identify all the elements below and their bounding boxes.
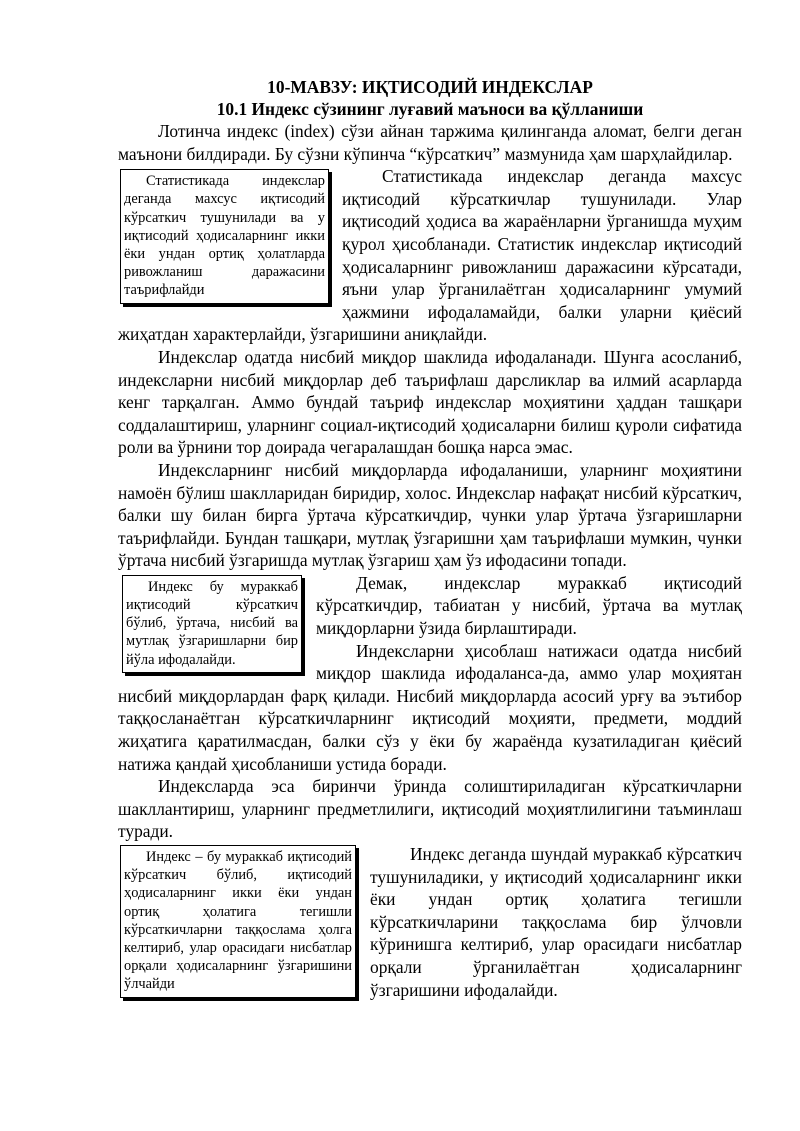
sidebar-definition-box-2	[122, 575, 302, 673]
paragraph-6: Индексларни ҳисоблаш натижаси одатда нисбий миқдор шаклида ифодаланса-да, аммо улар моҳиятан нисбий миқдорлардан фарқ қилади. Нисбий миқдорларда асосий урғу ва эътибор таққосланаётган кўрсаткичларнинг иқтисодий моҳияти, предмети, моддий жиҳатига қаратилмасдан, балки сўз у ёки бу жараёнда кузатиладиган қиёсий натижа қандай ҳисобланиши устида боради.	[118, 640, 742, 774]
paragraph-5: Демак, индекслар мураккаб иқтисодий кўрсаткичдир, табиатан у нисбий, ўртача ва мутлақ миқдорларни ўзида бирлаштиради.	[316, 572, 742, 639]
paragraph-2: Статистикада индекслар деганда махсус иқтисодий кўрсаткичлар тушунилади. Улар иқтисодий ҳодиса ва жараёнларни ўрганишда муҳим қурол ҳисобланади. Статистик индекслар иқтисодий ҳодисаларнинг ривожланиш даражасини кўрсатади, яъни улар ўрганилаётган ҳодисаларнинг умумий ҳажмини ифодаламайди, балки уларни қиёсий жиҳатдан характерлайди, ўзгаришини аниқлайди.	[118, 166, 742, 345]
sidebar-definition-box-1	[120, 169, 329, 303]
sidebar-definition-box-3	[120, 845, 356, 998]
document-body	[118, 76, 742, 1001]
paragraph-1: Лотинча индекс (index) сўзи айнан таржима қилинганда аломат, белги деган маънони билдиради. Бу сўзни кўпинча “кўрсаткич” мазмунида ҳам шарҳлайдилар.	[118, 121, 742, 164]
paragraph-4: Индексларнинг нисбий миқдорларда ифодаланиши, уларнинг моҳиятини намоён бўлиш шаклларидан биридир, холос. Индекслар нафақат нисбий кўрсаткич, балки шу билан бирга ўртача кўрсаткичдир, чунки улар ўртача ўзгаришларни таърифлайди. Бундан ташқари, мутлақ ўзгаришни ҳам таърифлаши мумкин, чунки ўртача нисбий ўзгаришда мутлақ ўзгариш ҳам ўз ифодасини топади.	[118, 459, 742, 571]
paragraph-8: Индекс деганда шундай мураккаб кўрсаткич тушуниладики, у иқтисодий ҳодисаларнинг икки ёки ундан ортиқ ҳолатига тегишли кўрсаткичларини таққослама бир ўлчовли кўринишга келтириб, улар орасидаги нисбатлар орқали ўрганилаётган ҳодисаларнинг ўзгаришини ифодалайди.	[370, 844, 742, 1000]
sidebar-box-2-text: Индекс бу мураккаб иқтисодий кўрсаткич бўлиб, ўртача, нисбий ва мутлақ ўзгаришларни бир йўла ифодалайди.	[126, 578, 298, 668]
paragraph-3: Индекслар одатда нисбий миқдор шаклида ифодаланади. Шунга асосланиб, индексларни нисбий миқдорлар деб таърифлаш дарсликлар ва илмий асарларда кенг тарқалган. Аммо бундай таъриф индекслар моҳиятини ҳаддан ташқари соддалаштириш, уларнинг социал-иқтисодий ҳодисаларни билиш қуроли сифатида роли ва ўрнини тор доирада чегаралашдан бошқа нарса эмас.	[118, 346, 742, 458]
section-title: 10.1 Индекс сўзининг луғавий маъноси ва қўлланиши	[216, 99, 644, 119]
sidebar-box-1-text: Статистикада индекслар деганда махсус иқтисодий кўрсаткич тушунилади ва у иқтисодий ҳодисаларнинг икки ёки ундан ортиқ ҳолатларда ривожланиш даражасини таърифлайди	[124, 173, 325, 299]
sidebar-box-3-text: Индекс – бу мураккаб иқтисодий кўрсаткич бўлиб, иқтисодий ҳодисаларнинг икки ёки ундан ортиқ ҳолатига тегишли кўрсаткичларни таққослама ҳолга келтириб, улар орасидаги нисбатлар орқали ҳодисаларнинг ўзгаришини ўлчайди	[124, 849, 352, 993]
chapter-title: 10-МАВЗУ: ИҚТИСОДИЙ ИНДЕКСЛАР	[267, 77, 593, 97]
paragraph-7: Индексларда эса биринчи ўринда солиштириладиган кўрсаткичларни шакллантириш, уларнинг предметлилиги, иқтисодий моҳиятлилигини таъминлаш туради.	[118, 776, 742, 842]
